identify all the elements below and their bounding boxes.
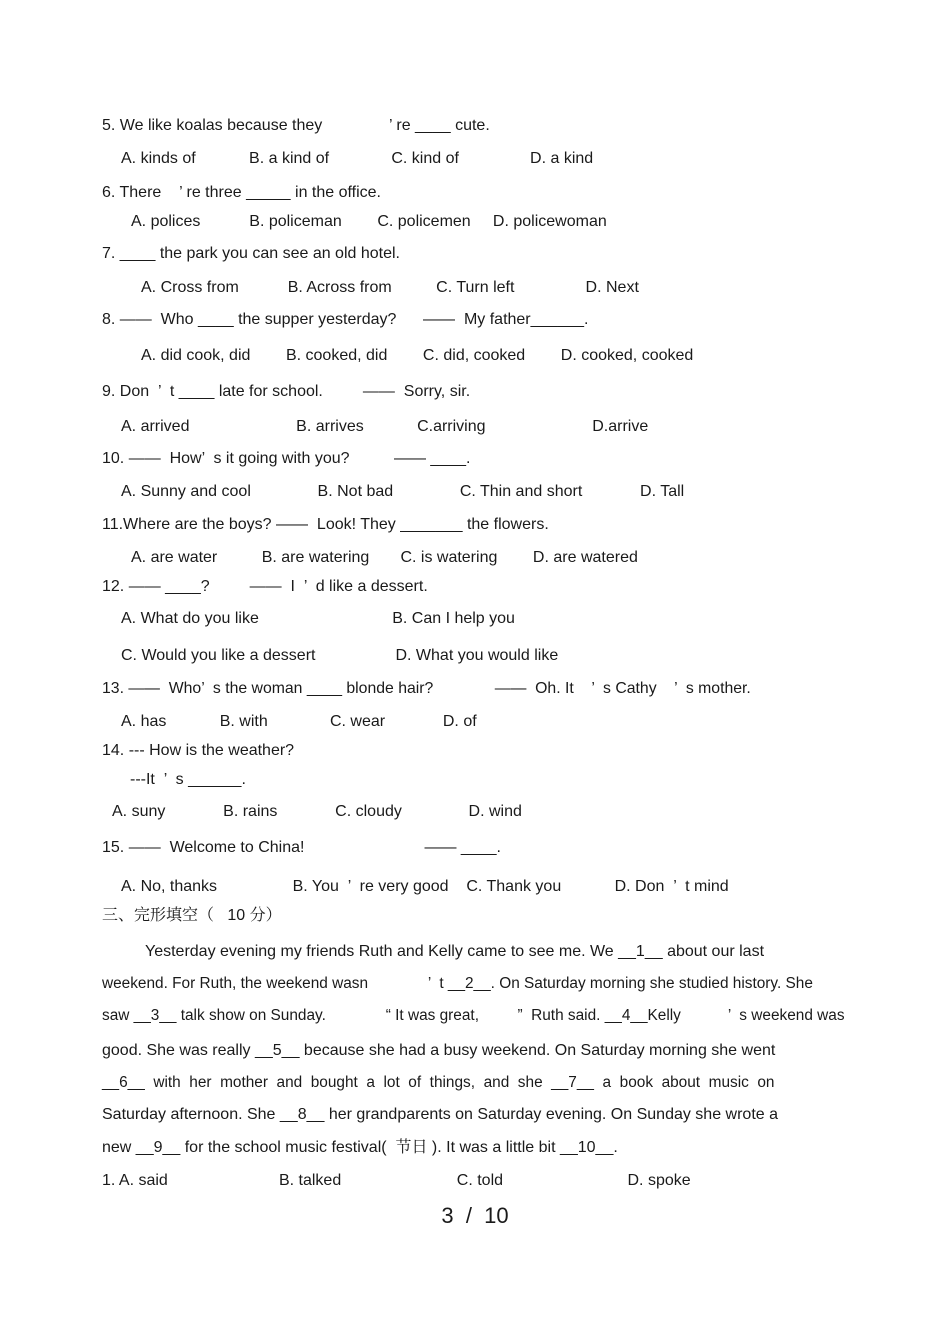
question-15-options: A. No, thanks B. You ’ re very good C. Thank you D. Don ’ t mind [121,878,729,895]
question-7-options: A. Cross from B. Across from C. Turn left D. Next [141,279,639,296]
question-7: 7. ____ the park you can see an old hotel. [102,245,400,262]
page-number: 3 / 10 [441,1203,509,1228]
question-12-options-ab: A. What do you like B. Can I help you [121,610,515,627]
question-5-options: A. kinds of B. a kind of C. kind of D. a kind [121,150,594,167]
question-14-answer: ---It ’ s ______. [130,771,246,788]
question-14-options: A. suny B. rains C. cloudy D. wind [112,803,522,820]
cloze-passage-line-6: Saturday afternoon. She __8__ her grandparents on Saturday evening. On Sunday she wrote a [102,1106,779,1123]
question-8-options: A. did cook, did B. cooked, did C. did, cooked D. cooked, cooked [141,347,694,364]
cloze-passage-line-5: __6__ with her mother and bought a lot of things, and she __7__ a book about music on [102,1074,775,1091]
question-8: 8. —— Who ____ the supper yesterday? —— My father______. [102,311,589,328]
cloze-passage-line-3: saw __3__ talk show on Sunday. “ It was great, ” Ruth said. __4__Kelly ’ s weekend was [102,1007,845,1024]
cloze-passage-line-1: Yesterday evening my friends Ruth and Kelly came to see me. We __1__ about our last [145,943,765,960]
question-11-options: A. are water B. are watering C. is watering D. are watered [131,549,638,566]
cloze-passage-line-2: weekend. For Ruth, the weekend wasn ’ t __2__. On Saturday morning she studied history. She [102,975,813,992]
cloze-passage-line-7: new __9__ for the school music festival( 节日 ). It was a little bit __10__. [102,1139,618,1156]
question-14: 14. --- How is the weather? [102,742,295,759]
question-11: 11.Where are the boys? —— Look! They _______ the flowers. [102,516,549,533]
section-heading-cloze: 三、完形填空（ 10 分） [102,907,282,924]
question-10-options: A. Sunny and cool B. Not bad C. Thin and short D. Tall [121,483,685,500]
question-12-options-cd: C. Would you like a dessert D. What you would like [121,647,559,664]
question-13: 13. —— Who’ s the woman ____ blonde hair? —— Oh. It ’ s Cathy ’ s mother. [102,680,751,697]
question-9: 9. Don ’ t ____ late for school. —— Sorry, sir. [102,383,471,400]
question-6: 6. There ’ re three _____ in the office. [102,184,381,201]
question-15: 15. —— Welcome to China! —— ____. [102,839,501,856]
question-13-options: A. has B. with C. wear D. of [121,713,477,730]
cloze-question-1: 1. A. said B. talked C. told D. spoke [102,1172,691,1189]
question-5: 5. We like koalas because they ’ re ____ cute. [102,117,490,134]
cloze-passage-line-4: good. She was really __5__ because she had a busy weekend. On Saturday morning she went [102,1042,776,1059]
question-9-options: A. arrived B. arrives C.arriving D.arrive [121,418,649,435]
question-10: 10. —— How’ s it going with you? —— ____. [102,450,471,467]
question-12: 12. —— ____? —— I ’ d like a dessert. [102,578,428,595]
question-6-options: A. polices B. policeman C. policemen D. policewoman [131,213,607,230]
